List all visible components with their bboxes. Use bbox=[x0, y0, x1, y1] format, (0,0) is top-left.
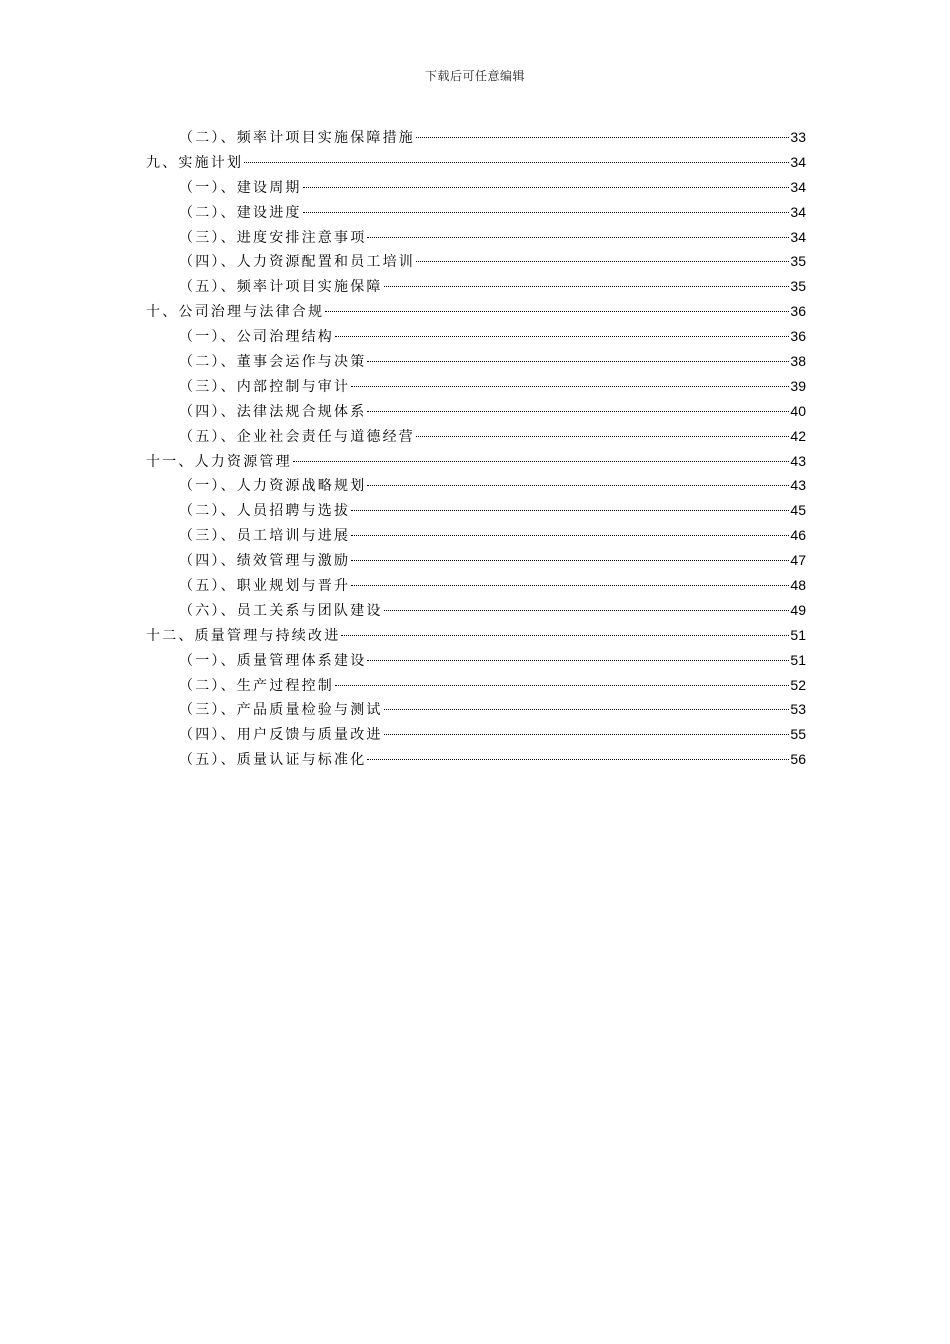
toc-page-number: 42 bbox=[790, 427, 806, 444]
toc-dot-leader bbox=[293, 461, 790, 462]
toc-page-number: 45 bbox=[790, 502, 806, 519]
toc-page-number: 52 bbox=[790, 676, 806, 693]
toc-chapter-entry[interactable] bbox=[146, 449, 806, 474]
toc-section-entry[interactable] bbox=[146, 274, 806, 299]
toc-page-number: 48 bbox=[790, 577, 806, 594]
toc-entry-label: （一）、质量管理体系建设 bbox=[179, 652, 367, 669]
toc-entry-label: （二）、频率计项目实施保障措施 bbox=[179, 130, 415, 146]
toc-entry-label: （五）、质量认证与标准化 bbox=[179, 752, 367, 769]
toc-section-entry[interactable] bbox=[146, 249, 806, 274]
toc-dot-leader bbox=[416, 436, 789, 437]
toc-page-number: 33 bbox=[790, 129, 806, 145]
toc-entry-label: （二）、董事会运作与决策 bbox=[179, 354, 367, 371]
toc-entry-label: 十二、质量管理与持续改进 bbox=[146, 627, 341, 644]
toc-entry-label: （二）、建设进度 bbox=[179, 204, 302, 221]
toc-dot-leader bbox=[416, 137, 789, 138]
toc-page-number: 43 bbox=[790, 452, 806, 469]
toc-section-entry[interactable] bbox=[146, 125, 806, 150]
toc-entry-label: （五）、企业社会责任与道德经营 bbox=[179, 428, 415, 445]
toc-entry-label: （四）、绩效管理与激励 bbox=[179, 553, 351, 570]
toc-section-entry[interactable] bbox=[146, 548, 806, 573]
toc-entry-label: （一）、公司治理结构 bbox=[179, 329, 334, 346]
toc-dot-leader bbox=[303, 212, 790, 213]
toc-entry-label: （二）、生产过程控制 bbox=[179, 677, 334, 694]
toc-entry-label: 十、公司治理与法律合规 bbox=[146, 304, 325, 321]
toc-entry-label: （四）、法律法规合规体系 bbox=[179, 403, 367, 420]
toc-section-entry[interactable] bbox=[146, 722, 806, 747]
toc-page-number: 40 bbox=[790, 402, 806, 419]
toc-page-number: 39 bbox=[790, 377, 806, 394]
toc-page-number: 53 bbox=[790, 701, 806, 718]
toc-dot-leader bbox=[367, 660, 789, 661]
toc-dot-leader bbox=[367, 759, 789, 760]
toc-page-number: 47 bbox=[790, 552, 806, 569]
toc-section-entry[interactable] bbox=[146, 374, 806, 399]
toc-section-entry[interactable] bbox=[146, 648, 806, 673]
toc-page-number: 34 bbox=[790, 153, 806, 170]
toc-dot-leader bbox=[335, 336, 789, 337]
toc-entry-label: （三）、内部控制与审计 bbox=[179, 378, 351, 395]
toc-dot-leader bbox=[384, 610, 790, 611]
toc-section-entry[interactable] bbox=[146, 697, 806, 722]
toc-section-entry[interactable] bbox=[146, 225, 806, 250]
toc-section-entry[interactable] bbox=[146, 473, 806, 498]
toc-entry-label: （五）、职业规划与晋升 bbox=[179, 578, 351, 595]
toc-page-number: 49 bbox=[790, 601, 806, 618]
toc-page-number: 51 bbox=[790, 651, 806, 668]
toc-dot-leader bbox=[367, 411, 789, 412]
toc-chapter-entry[interactable] bbox=[146, 623, 806, 648]
toc-dot-leader bbox=[351, 585, 789, 586]
toc-entry-label: （一）、人力资源战略规划 bbox=[179, 478, 367, 495]
toc-dot-leader bbox=[303, 187, 790, 188]
toc-page-number: 46 bbox=[790, 527, 806, 544]
toc-section-entry[interactable] bbox=[146, 200, 806, 225]
toc-page-number: 51 bbox=[790, 626, 806, 643]
toc-entry-label: （五）、频率计项目实施保障 bbox=[179, 279, 383, 296]
toc-page-number: 36 bbox=[790, 303, 806, 320]
toc-section-entry[interactable] bbox=[146, 598, 806, 623]
toc-dot-leader bbox=[384, 286, 790, 287]
toc-entry-label: （四）、人力资源配置和员工培训 bbox=[179, 254, 415, 271]
toc-dot-leader bbox=[384, 734, 790, 735]
toc-entry-label: （二）、人员招聘与选拔 bbox=[179, 503, 351, 520]
toc-page-number: 36 bbox=[790, 328, 806, 345]
toc-entry-label: （一）、建设周期 bbox=[179, 179, 302, 196]
toc-dot-leader bbox=[384, 709, 790, 710]
toc-dot-leader bbox=[367, 237, 789, 238]
toc-section-entry[interactable] bbox=[146, 747, 806, 772]
toc-page-number: 38 bbox=[790, 353, 806, 370]
toc-dot-leader bbox=[367, 485, 789, 486]
toc-page-number: 34 bbox=[790, 203, 806, 220]
toc-entry-label: （三）、进度安排注意事项 bbox=[179, 229, 367, 246]
toc-section-entry[interactable] bbox=[146, 399, 806, 424]
toc-dot-leader bbox=[244, 162, 789, 163]
toc-chapter-entry[interactable] bbox=[146, 299, 806, 324]
toc-page-number: 34 bbox=[790, 228, 806, 245]
toc-entry-label: （四）、用户反馈与质量改进 bbox=[179, 727, 383, 744]
toc-section-entry[interactable] bbox=[146, 673, 806, 698]
toc-dot-leader bbox=[351, 560, 789, 561]
toc-dot-leader bbox=[341, 635, 789, 636]
toc-section-entry[interactable] bbox=[146, 573, 806, 598]
toc-page-number: 34 bbox=[790, 178, 806, 195]
toc-entry-label: （三）、员工培训与进展 bbox=[179, 528, 351, 545]
toc-entry-label: （三）、产品质量检验与测试 bbox=[179, 702, 383, 719]
toc-page-number: 56 bbox=[790, 751, 806, 768]
toc-dot-leader bbox=[351, 510, 789, 511]
toc-entry-label: 十一、人力资源管理 bbox=[146, 453, 292, 470]
toc-section-entry[interactable] bbox=[146, 175, 806, 200]
table-of-contents bbox=[146, 125, 806, 772]
toc-dot-leader bbox=[351, 386, 789, 387]
toc-entry-label: （六）、员工关系与团队建设 bbox=[179, 602, 383, 619]
toc-section-entry[interactable] bbox=[146, 498, 806, 523]
toc-section-entry[interactable] bbox=[146, 324, 806, 349]
toc-dot-leader bbox=[416, 261, 789, 262]
toc-entry-label: 九、实施计划 bbox=[146, 154, 244, 171]
toc-dot-leader bbox=[335, 685, 789, 686]
toc-section-entry[interactable] bbox=[146, 349, 806, 374]
toc-page-number: 43 bbox=[790, 477, 806, 494]
toc-page-number: 55 bbox=[790, 726, 806, 743]
toc-chapter-entry[interactable] bbox=[146, 150, 806, 175]
toc-section-entry[interactable] bbox=[146, 424, 806, 449]
page-header: 下载后可任意编辑 bbox=[424, 69, 525, 83]
toc-dot-leader bbox=[351, 535, 789, 536]
toc-page-number: 35 bbox=[790, 253, 806, 270]
toc-dot-leader bbox=[367, 361, 789, 362]
toc-section-entry[interactable] bbox=[146, 523, 806, 548]
toc-dot-leader bbox=[325, 311, 789, 312]
toc-page-number: 35 bbox=[790, 278, 806, 295]
